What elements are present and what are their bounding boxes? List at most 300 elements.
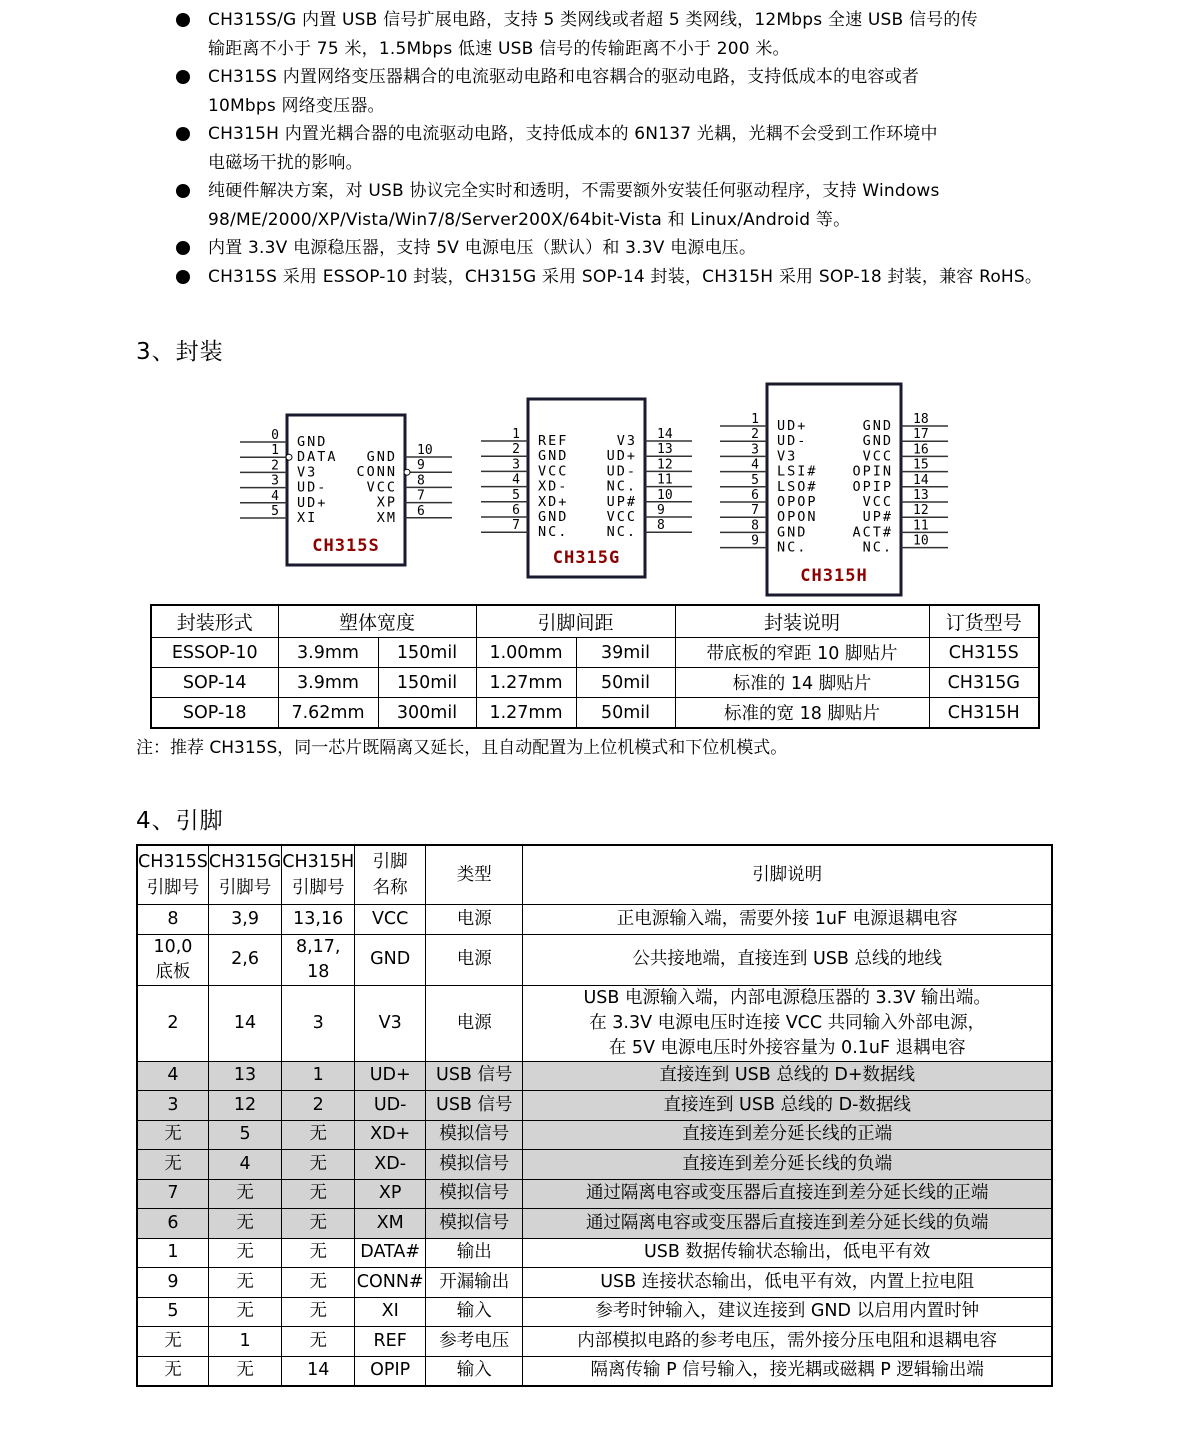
table-row: [151, 668, 1039, 698]
table-cell: 带底板的窄距 10 脚贴片: [675, 638, 929, 668]
cell-line: 模拟信号: [439, 1153, 510, 1174]
table-cell: 7.62mm: [278, 698, 378, 729]
pin-number: 12: [913, 503, 929, 519]
section-4-heading: 4、引脚: [136, 808, 224, 834]
pin-cell: [426, 1238, 523, 1268]
pin-number: 17: [913, 427, 929, 443]
table-cell: 标准的 14 脚贴片: [675, 668, 929, 698]
cell-line: 14: [307, 1360, 330, 1381]
pin-description: [523, 1356, 1052, 1386]
cell-line: 参考时钟输入，建议连接到 GND 以启用内置时钟: [595, 1301, 980, 1322]
pin-number: 1: [512, 427, 520, 442]
pin-number: 2: [271, 458, 279, 474]
table-cell: 50mil: [576, 668, 675, 698]
pin-table-header: [137, 845, 1052, 905]
pin-cell: [208, 1091, 281, 1121]
table-cell: 50mil: [576, 698, 675, 729]
cell-line: 无: [309, 1301, 327, 1322]
pin-cell: [426, 1150, 523, 1180]
cell-line: UD+: [369, 1065, 411, 1086]
cell-line: 无: [236, 1212, 254, 1233]
pin-description: [523, 934, 1052, 985]
pin-cell: [208, 985, 281, 1061]
pin-cell: [208, 905, 281, 935]
cell-line: 10,0: [153, 936, 193, 957]
pin-number: 14: [913, 472, 929, 488]
pin-cell: [282, 1179, 355, 1209]
pin-cell: [355, 1356, 426, 1386]
pin-table-header-cell: [523, 845, 1052, 905]
pin-cell: [426, 1120, 523, 1150]
pin-row: [137, 985, 1052, 1061]
cell-line: 电源: [456, 949, 492, 969]
pin-table-header-cell: [137, 845, 208, 905]
bullet-item: [172, 177, 1062, 234]
pin-description: [523, 1297, 1052, 1327]
pin-cell: [282, 1061, 355, 1091]
pin-table-header-cell: [355, 845, 426, 905]
pin-cell: [355, 1091, 426, 1121]
cell-line: 4: [239, 1153, 251, 1174]
pin-number: 15: [913, 457, 929, 473]
bullet-item: [172, 63, 1062, 120]
pin-row: [137, 1209, 1052, 1239]
pin-label: OPON: [777, 509, 818, 526]
cell-line: 无: [309, 1212, 327, 1233]
pin-cell: [426, 1091, 523, 1121]
bullet-item: [172, 6, 1062, 63]
pin-cell: [282, 1091, 355, 1121]
cell-line: 7: [167, 1183, 179, 1204]
pin-row: [137, 1356, 1052, 1386]
pin-number: 5: [271, 504, 279, 519]
cell-line: 4: [167, 1065, 179, 1086]
pin-description: [523, 1150, 1052, 1180]
pin-cell: [426, 1268, 523, 1298]
pin-description: [523, 1327, 1052, 1357]
pin-label: REF: [538, 433, 569, 449]
chip-name: CH315H: [800, 566, 868, 586]
package-pinout-diagrams: [0, 375, 1190, 605]
cell-line: 输入: [456, 1360, 492, 1381]
cell-line: 无: [236, 1271, 254, 1292]
pin-number: 10: [657, 487, 673, 503]
bullet-dot-icon: [176, 13, 190, 27]
pin-cell: [137, 1061, 208, 1091]
pin-description: [523, 1238, 1052, 1268]
pin-label: V3: [616, 433, 637, 449]
header-line: 引脚号: [146, 878, 200, 898]
header-line: 名称: [372, 878, 408, 898]
table-cell: 150mil: [378, 668, 476, 698]
pin-cell: [355, 985, 426, 1061]
table-cell: CH315G: [929, 668, 1039, 698]
pin-cell: [208, 1150, 281, 1180]
bullet-item: [172, 234, 1062, 263]
pin-cell: [426, 985, 523, 1061]
cell-line: GND: [370, 949, 411, 969]
pin-label: XP: [376, 494, 397, 511]
pin-cell: [208, 1356, 281, 1386]
cell-line: 2: [167, 1012, 179, 1033]
cell-line: 无: [309, 1242, 327, 1263]
pin-label: UD-: [777, 433, 808, 450]
bullet-line: 纯硬件解决方案，对 USB 协议完全实时和透明，不需要额外安装任何驱动程序，支持 Windows: [208, 181, 940, 201]
pin-description: [523, 905, 1052, 935]
pin-label: UP#: [606, 493, 637, 510]
pin-table-header-cell: [426, 845, 523, 905]
pin-row: [137, 905, 1052, 935]
cell-line: 18: [307, 961, 330, 982]
pin-number: 5: [751, 472, 759, 488]
cell-line: 2: [312, 1094, 324, 1115]
pin-cell: [137, 1356, 208, 1386]
pin-table-header-cell: [282, 845, 355, 905]
pin-label: GND: [862, 433, 893, 450]
chip-name: CH315G: [552, 548, 621, 568]
cell-line: 5: [167, 1301, 179, 1322]
cell-line: 13: [233, 1065, 257, 1086]
pin-cell: [137, 1091, 208, 1121]
pin-number: 9: [417, 458, 425, 474]
table-cell: ESSOP-10: [151, 638, 278, 668]
pin-row: [137, 1120, 1052, 1150]
pin-description: [523, 985, 1052, 1061]
pin-number: 4: [271, 488, 279, 504]
pin-cell: [282, 934, 355, 985]
pin-number: 5: [512, 487, 520, 503]
pin-label: LSO#: [777, 478, 818, 495]
table-cell: 39mil: [576, 638, 675, 668]
pin-table-header-cell: [208, 845, 281, 905]
pin-cell: [137, 1327, 208, 1357]
cell-line: 14: [233, 1012, 257, 1033]
pin-number: 10: [913, 533, 929, 549]
pin-label: GND: [777, 524, 808, 541]
pin-cell: [208, 1327, 281, 1357]
bullet-line: 98/ME/2000/XP/Vista/Win7/8/Server200X/64bit-Vista 和 Linux/Android 等。: [208, 209, 851, 230]
cell-line: DATA#: [360, 1242, 421, 1263]
pin-number: 10: [417, 443, 433, 458]
pin-description: [523, 1120, 1052, 1150]
table-cell: 1.00mm: [476, 638, 576, 668]
cell-line: 电源: [456, 1012, 492, 1033]
header-line: CH315H: [282, 852, 355, 872]
pin-row: [137, 1179, 1052, 1209]
pin-number: 2: [512, 442, 520, 458]
pin-label: NC.: [538, 524, 569, 541]
pin-cell: [208, 1268, 281, 1298]
cell-line: 正电源输入端，需要外接 1uF 电源退耦电容: [616, 908, 958, 929]
section-3-heading: 3、封装: [136, 339, 224, 365]
pin-cell: [426, 1356, 523, 1386]
pin-number: 11: [913, 518, 929, 534]
pin-number: 1: [751, 412, 759, 427]
bullet-dot-icon: [176, 270, 190, 284]
cell-line: 1: [312, 1065, 324, 1086]
pin-number: 3: [512, 457, 520, 473]
cell-line: USB 电源输入端，内部电源稳压器的 3.3V 输出端。: [583, 987, 991, 1008]
pin-label: XD-: [538, 478, 569, 495]
pin-cell: [355, 1179, 426, 1209]
pin-label: UD-: [606, 463, 637, 480]
header-line: CH315S: [138, 852, 208, 872]
header-line: 类型: [456, 865, 492, 885]
pin-number: 18: [913, 412, 929, 427]
table-row: [151, 638, 1039, 668]
cell-line: 1: [167, 1242, 179, 1263]
pin-label: NC.: [862, 539, 893, 556]
header-line: 引脚号: [291, 878, 345, 898]
pin-label: GND: [366, 449, 397, 465]
pin-cell: [282, 1150, 355, 1180]
package-note: 注：推荐 CH315S，同一芯片既隔离又延长，且自动配置为上位机模式和下位机模式。: [136, 738, 788, 758]
pin-cell: [355, 1327, 426, 1357]
pin-cell: [137, 905, 208, 935]
pin-label: LSI#: [777, 463, 818, 480]
cell-line: 输出: [456, 1242, 492, 1263]
pin-cell: [355, 934, 426, 985]
pin-cell: [426, 1297, 523, 1327]
pin-number: 0: [271, 428, 279, 443]
cell-line: 在 3.3V 电源电压时连接 VCC 共同输入外部电源，: [589, 1012, 986, 1033]
header-line: 引脚号: [218, 878, 272, 898]
cell-line: 1: [239, 1330, 251, 1351]
cell-line: 无: [236, 1360, 254, 1381]
pin-cell: [208, 1179, 281, 1209]
pin-label: CONN: [356, 464, 397, 481]
cell-line: XM: [376, 1212, 404, 1233]
cell-line: USB 数据传输状态输出，低电平有效: [643, 1242, 931, 1263]
cell-line: 无: [309, 1153, 327, 1174]
pin-cell: [208, 1209, 281, 1239]
pin-label: UD+: [297, 494, 328, 511]
bullet-line: CH315S 采用 ESSOP-10 封装，CH315G 采用 SOP-14 封装，CH315H 采用 SOP-18 封装，兼容 RoHS。: [208, 266, 1043, 287]
bullet-line: CH315S 内置网络变压器耦合的电流驱动电路和电容耦合的驱动电路，支持低成本的电容或者: [208, 67, 920, 87]
pin-cell: [355, 1150, 426, 1180]
pin-number: 13: [913, 488, 929, 503]
cell-line: 3: [312, 1012, 324, 1033]
cell-line: CONN#: [356, 1271, 424, 1292]
pin-label: UP#: [862, 509, 893, 526]
pin-cell: [282, 1327, 355, 1357]
bullet-line: CH315S/G 内置 USB 信号扩展电路，支持 5 类网线或者超 5 类网线，12Mbps 全速 USB 信号的传: [208, 10, 978, 30]
pin-row: [137, 1327, 1052, 1357]
cell-line: 8: [167, 908, 179, 929]
pin-cell: [137, 985, 208, 1061]
cell-line: 13,16: [293, 908, 344, 929]
pin-cell: [208, 1297, 281, 1327]
pin-row: [137, 1150, 1052, 1180]
table-row: [151, 698, 1039, 729]
pin-label: ACT#: [852, 524, 893, 541]
pin-label: OPOP: [777, 494, 818, 510]
inverted-pin-marker: [404, 469, 410, 475]
table-cell: 标准的宽 18 脚贴片: [675, 698, 929, 729]
pin-cell: [208, 1238, 281, 1268]
header-body-width: 塑体宽度: [278, 605, 476, 638]
bullet-line: 10Mbps 网络变压器。: [208, 95, 385, 116]
pin-label: VCC: [606, 509, 637, 525]
cell-line: USB 连接状态输出，低电平有效，内置上拉电阻: [600, 1271, 975, 1292]
cell-line: 2,6: [231, 949, 259, 969]
package-table: [150, 604, 1040, 729]
pin-cell: [282, 1297, 355, 1327]
pin-number: 2: [751, 427, 759, 443]
pin-label: NC.: [777, 539, 808, 556]
pin-label: UD+: [777, 418, 808, 434]
cell-line: 无: [164, 1360, 182, 1381]
pin-number: 13: [657, 442, 673, 458]
bullet-dot-icon: [176, 241, 190, 255]
pin-label: GND: [297, 434, 328, 450]
cell-line: 无: [309, 1330, 327, 1351]
table-cell: SOP-18: [151, 698, 278, 729]
pin-label: VCC: [862, 494, 893, 510]
table-cell: CH315S: [929, 638, 1039, 668]
pin-label: VCC: [366, 479, 397, 496]
pin-label: XD+: [538, 493, 569, 510]
cell-line: OPIP: [370, 1360, 411, 1381]
pin-label: NC.: [606, 524, 637, 541]
pin-cell: [282, 985, 355, 1061]
pin-number: 16: [913, 442, 929, 458]
bullet-line: CH315H 内置光耦合器的电流驱动电路，支持低成本的 6N137 光耦，光耦不会受到工作环境中: [208, 124, 938, 144]
cell-line: 模拟信号: [439, 1183, 510, 1204]
header-order-model: 订货型号: [929, 605, 1039, 638]
pin-cell: [137, 934, 208, 985]
pin-number: 1: [271, 443, 279, 459]
cell-line: 无: [236, 1183, 254, 1204]
cell-line: 5: [239, 1124, 251, 1145]
cell-line: 无: [164, 1124, 182, 1145]
cell-line: 12: [233, 1094, 257, 1115]
header-line: 引脚: [372, 852, 408, 872]
pin-cell: [355, 1268, 426, 1298]
pin-label: UD-: [297, 479, 328, 496]
header-line: 引脚说明: [752, 865, 823, 885]
cell-line: 电源: [456, 908, 492, 929]
cell-line: 直接连到 USB 总线的 D-数据线: [663, 1094, 911, 1115]
pin-number: 9: [657, 503, 665, 518]
cell-line: XD-: [374, 1153, 407, 1174]
pin-description: [523, 1179, 1052, 1209]
inverted-pin-marker: [286, 454, 292, 460]
pin-label: OPIP: [852, 478, 893, 495]
bullet-line: 输距离不小于 75 米，1.5Mbps 低速 USB 信号的传输距离不小于 200 米。: [208, 38, 790, 59]
pin-cell: [137, 1209, 208, 1239]
pin-number: 11: [657, 472, 673, 488]
pin-label: GND: [538, 509, 569, 525]
pin-cell: [355, 905, 426, 935]
table-cell: 3.9mm: [278, 668, 378, 698]
cell-line: UD-: [373, 1094, 407, 1115]
pin-label: V3: [297, 464, 318, 481]
cell-line: USB 信号: [436, 1094, 513, 1115]
cell-line: 3,9: [231, 908, 259, 929]
bullet-item: [172, 263, 1062, 292]
pin-cell: [282, 1238, 355, 1268]
pin-label: UD+: [606, 448, 637, 465]
bullet-dot-icon: [176, 70, 190, 84]
cell-line: 内部模拟电路的参考电压，需外接分压电阻和退耦电容: [577, 1330, 998, 1351]
feature-list: [172, 6, 1062, 291]
header-pin-pitch: 引脚间距: [476, 605, 675, 638]
cell-line: XI: [381, 1301, 399, 1322]
pin-label: VCC: [862, 448, 893, 465]
pin-cell: [282, 1356, 355, 1386]
table-cell: 150mil: [378, 638, 476, 668]
pin-cell: [208, 934, 281, 985]
cell-line: 通过隔离电容或变压器后直接连到差分延长线的负端: [585, 1212, 989, 1233]
cell-line: VCC: [371, 908, 409, 929]
pin-description: [523, 1061, 1052, 1091]
cell-line: 公共接地端，直接连到 USB 总线的地线: [632, 949, 942, 969]
bullet-line: 电磁场干扰的影响。: [208, 152, 363, 173]
pin-description: [523, 1091, 1052, 1121]
pin-label: XM: [376, 509, 397, 526]
cell-line: 无: [309, 1271, 327, 1292]
pin-number: 8: [417, 473, 425, 489]
pin-row: [137, 934, 1052, 985]
bullet-dot-icon: [176, 184, 190, 198]
pin-cell: [137, 1297, 208, 1327]
cell-line: XD+: [370, 1124, 411, 1145]
pin-number: 14: [657, 427, 673, 442]
pin-cell: [208, 1120, 281, 1150]
pin-cell: [282, 905, 355, 935]
pin-cell: [426, 934, 523, 985]
pin-label: XI: [297, 510, 318, 526]
pin-label: GND: [862, 418, 893, 434]
pin-number: 7: [417, 488, 425, 504]
bullet-dot-icon: [176, 127, 190, 141]
cell-line: 底板: [155, 961, 191, 982]
header-line: CH315G: [208, 852, 282, 872]
pin-label: DATA: [297, 449, 338, 466]
pin-number: 6: [751, 488, 759, 503]
pin-label: OPIN: [852, 463, 893, 480]
cell-line: 直接连到 USB 总线的 D+数据线: [659, 1065, 916, 1086]
pin-number: 6: [417, 503, 425, 519]
pin-cell: [282, 1120, 355, 1150]
pin-cell: [355, 1061, 426, 1091]
cell-line: 在 5V 电源电压时外接容量为 0.1uF 退耦电容: [608, 1037, 966, 1058]
table-cell: 300mil: [378, 698, 476, 729]
pin-cell: [208, 1061, 281, 1091]
cell-line: 8,17,: [295, 936, 341, 957]
header-package-form: 封装形式: [151, 605, 278, 638]
package-table-header: [151, 605, 1039, 638]
pin-cell: [137, 1179, 208, 1209]
cell-line: XP: [378, 1183, 402, 1204]
cell-line: 无: [236, 1242, 254, 1263]
table-cell: 1.27mm: [476, 698, 576, 729]
cell-line: 9: [167, 1271, 179, 1292]
cell-line: 参考电压: [439, 1330, 510, 1351]
table-cell: CH315H: [929, 698, 1039, 729]
pin-cell: [355, 1297, 426, 1327]
pin-label: VCC: [538, 463, 569, 480]
cell-line: 开漏输出: [439, 1271, 510, 1292]
pin-number: 3: [751, 442, 759, 458]
pin-cell: [282, 1209, 355, 1239]
cell-line: USB 信号: [436, 1065, 513, 1086]
pin-number: 12: [657, 457, 673, 473]
pin-cell: [426, 1209, 523, 1239]
pin-cell: [355, 1209, 426, 1239]
cell-line: V3: [378, 1012, 402, 1033]
